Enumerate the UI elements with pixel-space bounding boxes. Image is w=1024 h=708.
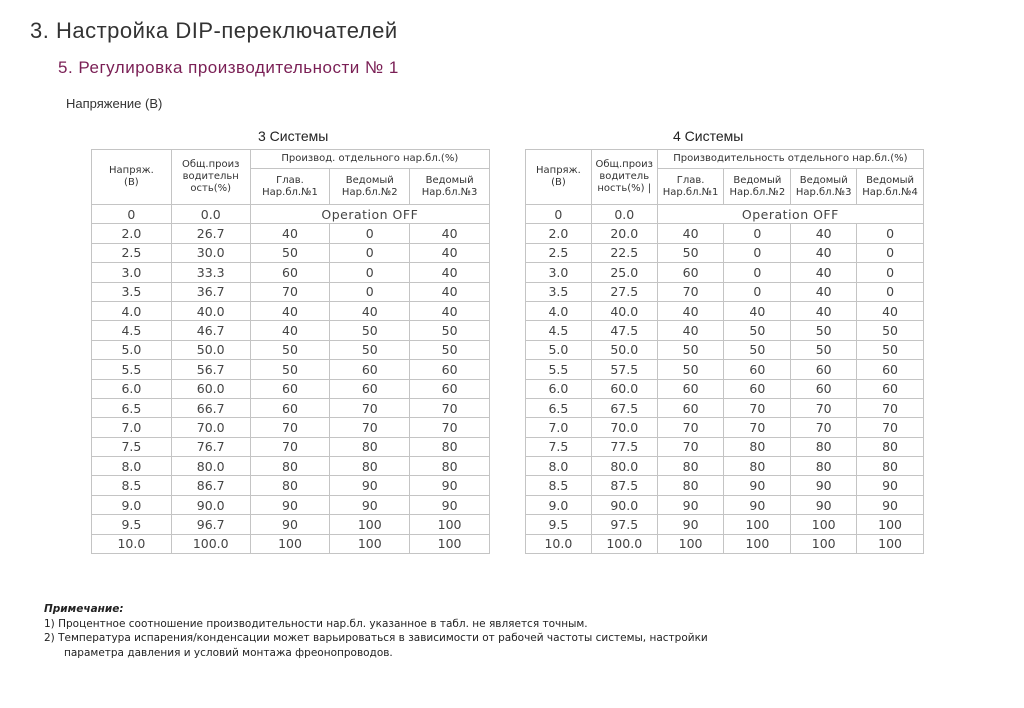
header-unit-3: Ведомый Нар.бл.№3: [791, 169, 857, 205]
table-cell: 27.5: [591, 282, 657, 301]
table-cell: 46.7: [171, 321, 250, 340]
table-cell: 40.0: [591, 301, 657, 320]
table-row: [92, 224, 490, 243]
table-cell: 50: [724, 321, 791, 340]
table-row: [526, 476, 924, 495]
table-row: [92, 495, 490, 514]
table-cell: 50: [791, 340, 857, 359]
table-cell: 70: [857, 418, 924, 437]
table-cell: 7.0: [92, 418, 172, 437]
table-cell: 0: [857, 282, 924, 301]
table-cell: 70: [791, 398, 857, 417]
table-cell: 0.0: [591, 205, 657, 224]
table-row: [92, 205, 490, 224]
header-voltage: Напряж. (В): [526, 150, 592, 205]
table-cell: 50: [330, 340, 410, 359]
table-cell: 60: [410, 379, 490, 398]
table-cell: 0: [92, 205, 172, 224]
table-cell: 80: [250, 476, 330, 495]
table-cell: 90: [724, 495, 791, 514]
table-row: [526, 534, 924, 553]
header-individual: Производительность отдельного нар.бл.(%): [657, 150, 923, 169]
table-cell: 90: [857, 495, 924, 514]
table-cell: 70: [657, 437, 724, 456]
table-cell: 90: [330, 476, 410, 495]
table-row: [92, 515, 490, 534]
table-cell: 5.5: [526, 360, 592, 379]
header-voltage: Напряж. (В): [92, 150, 172, 205]
table-cell: 70.0: [171, 418, 250, 437]
table-cell: 40.0: [171, 301, 250, 320]
table-cell: 90: [410, 476, 490, 495]
table-cell: 3.0: [92, 263, 172, 282]
table-cell: 100: [791, 515, 857, 534]
table-row: [92, 243, 490, 262]
table-cell: 100: [330, 534, 410, 553]
table-cell: 80: [791, 457, 857, 476]
table-cell: 90: [657, 515, 724, 534]
table-cell: 7.5: [92, 437, 172, 456]
table-row: [92, 263, 490, 282]
table-cell: 0: [330, 224, 410, 243]
table-cell: 100: [250, 534, 330, 553]
table-cell: 80: [330, 437, 410, 456]
table-cell: 2.5: [92, 243, 172, 262]
table-cell: 0: [857, 224, 924, 243]
table-row: [526, 437, 924, 456]
systems4-label: 4 Системы: [673, 128, 744, 144]
table-cell: 70: [857, 398, 924, 417]
table-cell: 60: [791, 360, 857, 379]
table-cell: 100: [791, 534, 857, 553]
header-total: Общ.произ водительн ость(%): [171, 150, 250, 205]
table-cell: 30.0: [171, 243, 250, 262]
table-cell: 4.5: [92, 321, 172, 340]
table-cell: 3.0: [526, 263, 592, 282]
note-block: [44, 602, 708, 660]
systems4-table: [525, 149, 924, 554]
table-cell: 90: [724, 476, 791, 495]
table-cell: 60: [330, 379, 410, 398]
table-cell: 50: [857, 340, 924, 359]
table-cell: 50: [330, 321, 410, 340]
header-unit-4: Ведомый Нар.бл.№4: [857, 169, 924, 205]
table-cell: 10.0: [526, 534, 592, 553]
table-cell: 25.0: [591, 263, 657, 282]
header-row: [526, 150, 924, 169]
table-cell: Operation OFF: [250, 205, 489, 224]
table-cell: 90: [791, 495, 857, 514]
table-cell: 6.5: [92, 398, 172, 417]
table-cell: 40: [791, 282, 857, 301]
table-cell: 70.0: [591, 418, 657, 437]
table-cell: 60: [410, 360, 490, 379]
table-row: [526, 301, 924, 320]
table-row: [526, 263, 924, 282]
table-row: [526, 515, 924, 534]
table-cell: 50: [250, 360, 330, 379]
table-cell: 100: [724, 515, 791, 534]
table-cell: 3.5: [92, 282, 172, 301]
table-cell: 60: [657, 398, 724, 417]
table-cell: Operation OFF: [657, 205, 923, 224]
table-cell: 40: [250, 224, 330, 243]
table-cell: 100: [410, 534, 490, 553]
table-cell: 0: [857, 263, 924, 282]
header-unit-2: Ведомый Нар.бл.№2: [330, 169, 410, 205]
table-cell: 2.0: [92, 224, 172, 243]
table-cell: 70: [330, 418, 410, 437]
table-cell: 86.7: [171, 476, 250, 495]
table-cell: 20.0: [591, 224, 657, 243]
table-cell: 22.5: [591, 243, 657, 262]
table-cell: 3.5: [526, 282, 592, 301]
table-cell: 50: [657, 360, 724, 379]
table-cell: 40: [250, 301, 330, 320]
table-cell: 90: [330, 495, 410, 514]
table-cell: 40: [410, 301, 490, 320]
table-cell: 90.0: [591, 495, 657, 514]
table-cell: 0: [724, 224, 791, 243]
table-row: [92, 321, 490, 340]
table-cell: 7.5: [526, 437, 592, 456]
table-cell: 5.0: [92, 340, 172, 359]
table-cell: 50: [791, 321, 857, 340]
table-cell: 0: [724, 243, 791, 262]
table-row: [92, 379, 490, 398]
table-cell: 56.7: [171, 360, 250, 379]
table-row: [92, 340, 490, 359]
note-title: Примечание:: [44, 603, 124, 615]
note-line-3: параметра давления и условий монтажа фреонопроводов.: [64, 646, 393, 659]
table-cell: 8.0: [526, 457, 592, 476]
table-row: [526, 321, 924, 340]
table-cell: 60.0: [591, 379, 657, 398]
table-cell: 96.7: [171, 515, 250, 534]
table-cell: 50: [410, 321, 490, 340]
table-cell: 80: [857, 437, 924, 456]
table-cell: 80: [857, 457, 924, 476]
section-subtitle: 5. Регулировка производительности № 1: [58, 58, 399, 77]
table-cell: 70: [410, 418, 490, 437]
table-cell: 60: [330, 360, 410, 379]
table-cell: 50: [410, 340, 490, 359]
table-cell: 90: [791, 476, 857, 495]
table-row: [92, 398, 490, 417]
header-unit-2: Ведомый Нар.бл.№2: [724, 169, 791, 205]
header-unit-1: Глав. Нар.бл.№1: [657, 169, 724, 205]
table-cell: 50: [724, 340, 791, 359]
table-cell: 6.0: [526, 379, 592, 398]
table-cell: 90: [410, 495, 490, 514]
table-cell: 40: [724, 301, 791, 320]
table-cell: 50: [250, 243, 330, 262]
table-cell: 76.7: [171, 437, 250, 456]
table-cell: 66.7: [171, 398, 250, 417]
voltage-caption: Напряжение (В): [66, 96, 163, 111]
table-row: [526, 340, 924, 359]
table-cell: 36.7: [171, 282, 250, 301]
table-row: [526, 398, 924, 417]
table-cell: 67.5: [591, 398, 657, 417]
table-cell: 60: [857, 360, 924, 379]
table-cell: 60: [857, 379, 924, 398]
table-cell: 40: [410, 224, 490, 243]
note-line-1: 1) Процентное соотношение производительности нар.бл. указанное в табл. не является точным.: [44, 617, 588, 630]
table-cell: 50: [657, 340, 724, 359]
table-cell: 60: [657, 379, 724, 398]
table-row: [92, 418, 490, 437]
table-cell: 60: [657, 263, 724, 282]
table-cell: 60: [250, 398, 330, 417]
table-cell: 4.5: [526, 321, 592, 340]
table-cell: 9.5: [92, 515, 172, 534]
table-cell: 60: [724, 360, 791, 379]
page-title: 3. Настройка DIP-переключателей: [30, 18, 398, 43]
table-cell: 80.0: [171, 457, 250, 476]
table-row: [526, 243, 924, 262]
table-cell: 60: [791, 379, 857, 398]
table-cell: 6.0: [92, 379, 172, 398]
systems3-table: [91, 149, 490, 554]
table-cell: 0.0: [171, 205, 250, 224]
header-individual: Производ. отдельного нар.бл.(%): [250, 150, 489, 169]
table-row: [526, 457, 924, 476]
table-cell: 100: [657, 534, 724, 553]
table-cell: 80: [250, 457, 330, 476]
table-cell: 97.5: [591, 515, 657, 534]
table-cell: 10.0: [92, 534, 172, 553]
table-cell: 40: [791, 224, 857, 243]
table-cell: 40: [657, 321, 724, 340]
table-cell: 9.0: [526, 495, 592, 514]
table-cell: 50: [250, 340, 330, 359]
table-cell: 40: [791, 263, 857, 282]
table-row: [92, 301, 490, 320]
table-row: [526, 224, 924, 243]
table-cell: 90: [250, 515, 330, 534]
table-row: [92, 360, 490, 379]
table-cell: 70: [657, 282, 724, 301]
table-cell: 47.5: [591, 321, 657, 340]
table-cell: 40: [791, 243, 857, 262]
table-cell: 100: [330, 515, 410, 534]
table-cell: 0: [330, 243, 410, 262]
table-cell: 8.5: [92, 476, 172, 495]
table-cell: 5.0: [526, 340, 592, 359]
table-cell: 60.0: [171, 379, 250, 398]
table-cell: 70: [724, 398, 791, 417]
table-cell: 40: [250, 321, 330, 340]
table-cell: 50.0: [591, 340, 657, 359]
systems3-label: 3 Системы: [258, 128, 329, 144]
table-cell: 40: [791, 301, 857, 320]
table-cell: 100.0: [171, 534, 250, 553]
table-row: [526, 205, 924, 224]
table-cell: 70: [791, 418, 857, 437]
table-cell: 0: [724, 282, 791, 301]
table-cell: 0: [857, 243, 924, 262]
table-cell: 7.0: [526, 418, 592, 437]
table-cell: 80: [791, 437, 857, 456]
table-cell: 87.5: [591, 476, 657, 495]
table-cell: 6.5: [526, 398, 592, 417]
header-unit-3: Ведомый Нар.бл.№3: [410, 169, 490, 205]
table-cell: 40: [410, 282, 490, 301]
table-cell: 2.0: [526, 224, 592, 243]
table-cell: 4.0: [92, 301, 172, 320]
table-cell: 60: [724, 379, 791, 398]
note-line-2: 2) Температура испарения/конденсации может варьироваться в зависимости от рабочей частоты системы, настройки: [44, 632, 708, 644]
table-cell: 9.0: [92, 495, 172, 514]
table-cell: 90: [657, 495, 724, 514]
table-cell: 100: [410, 515, 490, 534]
table-row: [92, 282, 490, 301]
table-cell: 40: [657, 301, 724, 320]
table-cell: 70: [410, 398, 490, 417]
table-cell: 5.5: [92, 360, 172, 379]
table-row: [92, 476, 490, 495]
table-cell: 0: [724, 263, 791, 282]
table-cell: 80: [657, 476, 724, 495]
table-cell: 80: [410, 457, 490, 476]
table-cell: 80: [410, 437, 490, 456]
table-cell: 4.0: [526, 301, 592, 320]
table-cell: 0: [330, 282, 410, 301]
table-cell: 50: [657, 243, 724, 262]
table-cell: 70: [250, 418, 330, 437]
table-row: [92, 534, 490, 553]
table-row: [526, 379, 924, 398]
table-cell: 50: [857, 321, 924, 340]
table-cell: 8.5: [526, 476, 592, 495]
table-cell: 40: [657, 224, 724, 243]
table-cell: 33.3: [171, 263, 250, 282]
table-cell: 2.5: [526, 243, 592, 262]
table-cell: 40: [410, 243, 490, 262]
table-cell: 0: [526, 205, 592, 224]
table-row: [92, 457, 490, 476]
table-cell: 100: [857, 534, 924, 553]
table-cell: 57.5: [591, 360, 657, 379]
table-cell: 90: [857, 476, 924, 495]
table-cell: 90: [250, 495, 330, 514]
table-cell: 80: [330, 457, 410, 476]
table-cell: 40: [330, 301, 410, 320]
table-row: [526, 418, 924, 437]
table-cell: 70: [250, 282, 330, 301]
header-row: [92, 150, 490, 169]
table-cell: 80.0: [591, 457, 657, 476]
table-cell: 80: [724, 437, 791, 456]
table-row: [526, 360, 924, 379]
table-row: [526, 282, 924, 301]
table-cell: 90.0: [171, 495, 250, 514]
table-row: [92, 437, 490, 456]
table-cell: 70: [724, 418, 791, 437]
header-total: Общ.произ водитель ность(%) |: [591, 150, 657, 205]
table-cell: 100: [857, 515, 924, 534]
table-cell: 8.0: [92, 457, 172, 476]
table-cell: 70: [250, 437, 330, 456]
table-cell: 0: [330, 263, 410, 282]
table-cell: 60: [250, 263, 330, 282]
table-cell: 40: [857, 301, 924, 320]
table-cell: 100.0: [591, 534, 657, 553]
table-cell: 60: [250, 379, 330, 398]
table-cell: 70: [657, 418, 724, 437]
header-unit-1: Глав. Нар.бл.№1: [250, 169, 330, 205]
table-cell: 80: [657, 457, 724, 476]
table-cell: 70: [330, 398, 410, 417]
table-cell: 26.7: [171, 224, 250, 243]
table-cell: 50.0: [171, 340, 250, 359]
table-cell: 9.5: [526, 515, 592, 534]
table-row: [526, 495, 924, 514]
table-cell: 40: [410, 263, 490, 282]
table-cell: 80: [724, 457, 791, 476]
table-cell: 77.5: [591, 437, 657, 456]
table-cell: 100: [724, 534, 791, 553]
